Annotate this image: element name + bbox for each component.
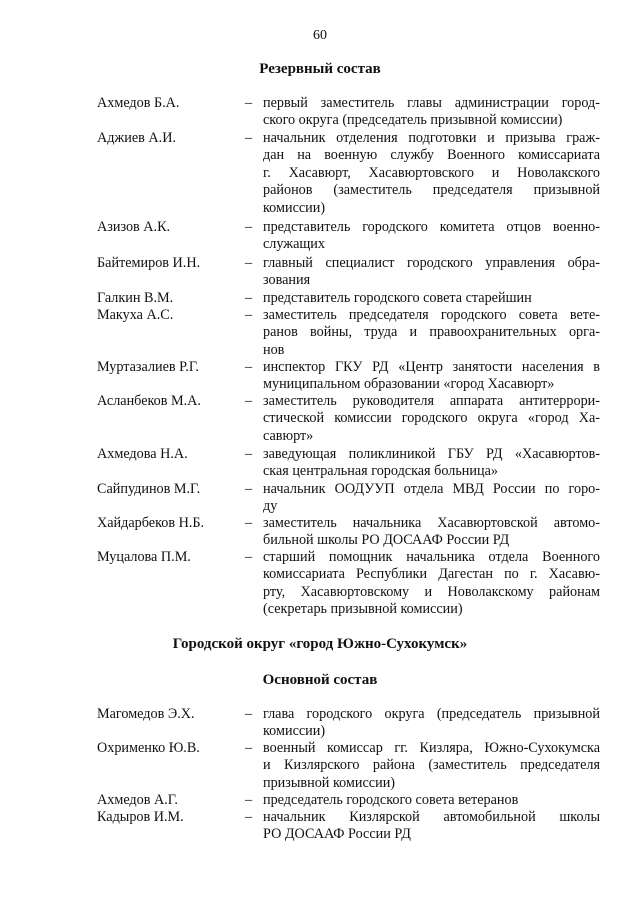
member-name: Хайдарбеков Н.Б.	[97, 515, 205, 531]
member-role: председатель городского совета ветеранов	[263, 792, 519, 808]
member-row	[97, 359, 600, 394]
member-role: военный комиссар гг. Кизляра, Южно-Сухокумска и Кизлярского района (заместитель председателя призывной комиссии)	[263, 740, 600, 791]
dash: –	[245, 359, 253, 375]
member-name: Макуха А.С.	[97, 307, 174, 323]
dash: –	[245, 809, 253, 825]
member-row	[97, 549, 600, 619]
member-role: заведующая поликлиникой ГБУ РД «Хасавюртов- ская центральная городская больница»	[263, 446, 600, 480]
member-name: Асланбеков М.А.	[97, 393, 201, 409]
member-name: Аджиев А.И.	[97, 130, 176, 146]
member-row	[97, 219, 600, 254]
member-name: Ахмедов А.Г.	[97, 792, 178, 808]
dash: –	[245, 549, 253, 565]
dash: –	[245, 219, 253, 235]
member-role: заместитель руководителя аппарата антитеррори- стической комиссии городского округа «город Ха- савюрт»	[263, 393, 600, 444]
dash: –	[245, 446, 253, 462]
member-role: представитель городского совета старейшин	[263, 290, 532, 306]
dash: –	[245, 130, 253, 146]
member-row	[97, 809, 600, 844]
member-role: заместитель председателя городского совета вете- ранов войны, труда и правоохранительных орга- нов	[263, 307, 600, 358]
member-row	[97, 792, 600, 809]
member-name: Муцалова П.М.	[97, 549, 191, 565]
dash: –	[245, 481, 253, 497]
dash: –	[245, 393, 253, 409]
dash: –	[245, 290, 253, 306]
member-name: Магомедов Э.Х.	[97, 706, 195, 722]
member-role: начальник Кизлярской автомобильной школы РО ДОСААФ России РД	[263, 809, 600, 843]
member-name: Муртазалиев Р.Г.	[97, 359, 199, 375]
page-number: 60	[313, 28, 327, 43]
member-row	[97, 393, 600, 445]
dash: –	[245, 792, 253, 808]
member-row	[97, 446, 600, 481]
dash: –	[245, 706, 253, 722]
dash: –	[245, 740, 253, 756]
member-row	[97, 740, 600, 792]
section-heading-main: Основной состав	[262, 672, 378, 688]
member-role: старший помощник начальника отдела Военного комиссариата Республики Дагестан по г. Хасавю- рту, Хасавюртовскому и Новолакскому районам (секретарь призывной комиссии)	[263, 549, 600, 618]
member-role: представитель городского комитета отцов военно- служащих	[263, 219, 600, 253]
member-role: начальник отделения подготовки и призыва граж- дан на военную службу Военного комиссариата г. Хасавюрт, Хасавюртовского и Новолакского районов (заместитель председателя призывной комиссии)	[263, 130, 600, 216]
member-name: Ахмедов Б.А.	[97, 95, 180, 111]
section-heading-district: Городской округ «город Южно-Сухокумск»	[172, 636, 468, 652]
member-row	[97, 290, 600, 307]
member-role: инспектор ГКУ РД «Центр занятости населения в муниципальном образовании «город Хасавюрт»	[263, 359, 600, 393]
member-row	[97, 515, 600, 550]
member-row	[97, 706, 600, 741]
member-name: Ахмедова Н.А.	[97, 446, 188, 462]
member-name: Охрименко Ю.В.	[97, 740, 200, 756]
member-name: Кадыров И.М.	[97, 809, 184, 825]
member-name: Сайпудинов М.Г.	[97, 481, 201, 497]
member-name: Байтемиров И.Н.	[97, 255, 201, 271]
member-row	[97, 481, 600, 516]
member-role: начальник ООДУУП отдела МВД России по горо- ду	[263, 481, 600, 515]
member-row	[97, 95, 600, 130]
member-row	[97, 130, 600, 217]
member-role: заместитель начальника Хасавюртовской автомо- бильной школы РО ДОСААФ России РД	[263, 515, 600, 549]
member-role: главный специалист городского управления обра- зования	[263, 255, 600, 289]
dash: –	[245, 515, 253, 531]
member-role: первый заместитель главы администрации город- ского округа (председатель призывной комиссии)	[263, 95, 600, 129]
member-row	[97, 255, 600, 290]
dash: –	[245, 307, 253, 323]
member-name: Галкин В.М.	[97, 290, 174, 306]
member-role: глава городского округа (председатель призывной комиссии)	[263, 706, 600, 740]
dash: –	[245, 255, 253, 271]
member-row	[97, 307, 600, 359]
dash: –	[245, 95, 253, 111]
member-name: Азизов А.К.	[97, 219, 171, 235]
section-heading-reserve: Резервный состав	[259, 61, 381, 77]
